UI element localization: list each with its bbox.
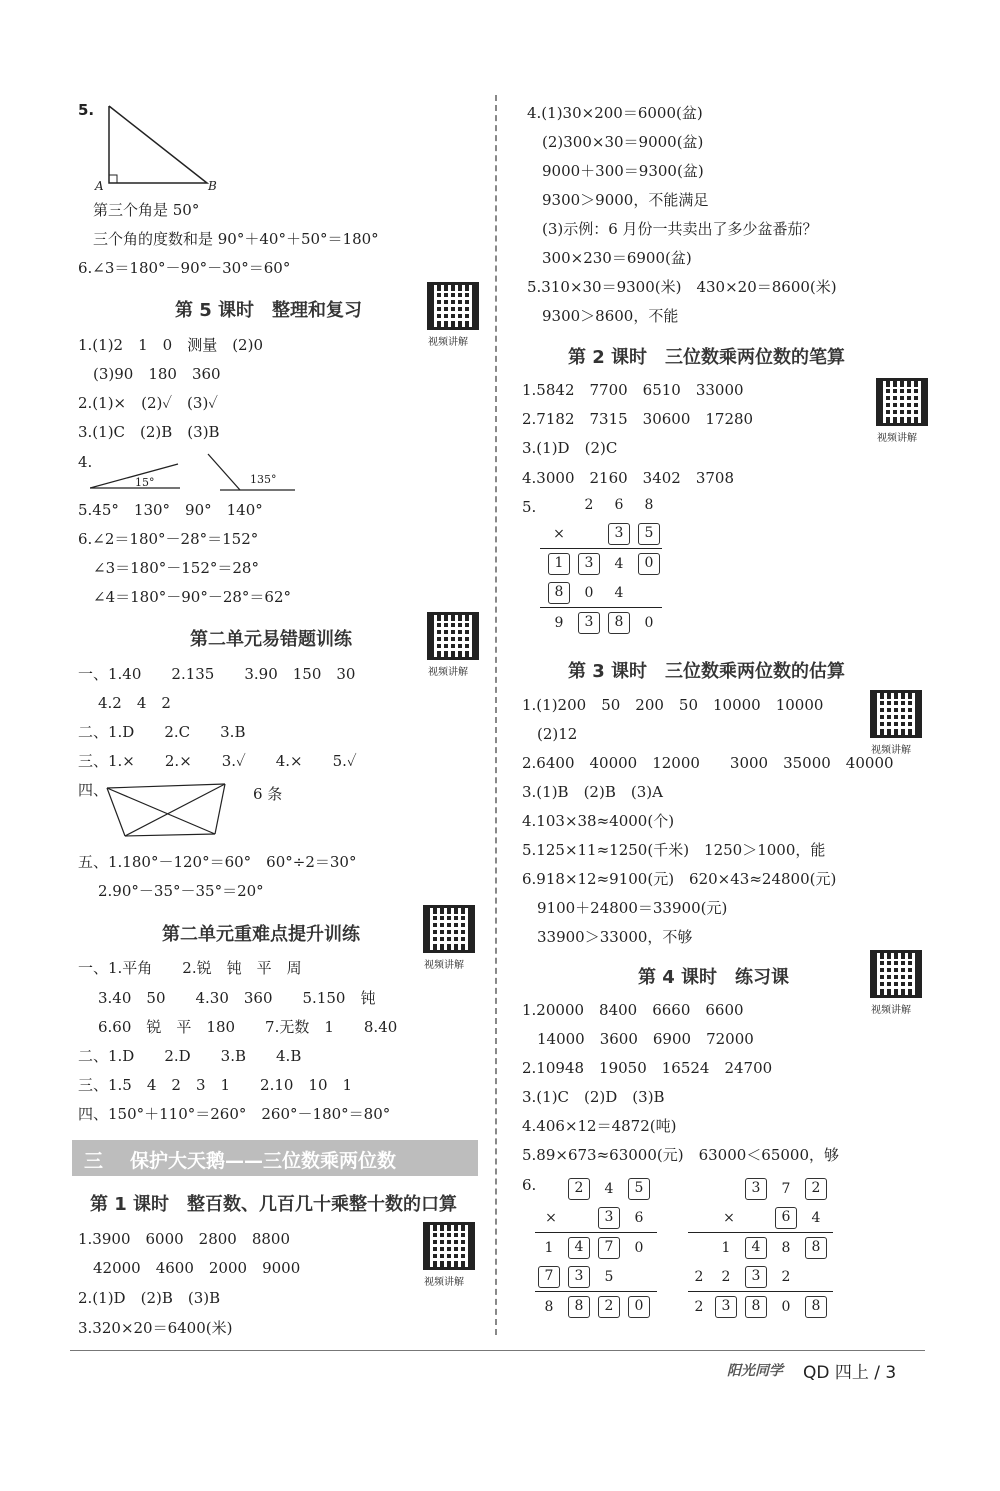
qr-label: 视频讲解 — [871, 745, 911, 756]
digit-box: 3 — [745, 1178, 767, 1200]
page-edition: QD 四上 / 3 — [803, 1363, 897, 1383]
digit-box: 2 — [568, 1178, 590, 1200]
section-title-errors: 第二单元易错题训练 — [190, 629, 352, 650]
lines-count: 6 条 — [253, 785, 283, 803]
rule-line — [688, 1291, 833, 1292]
qr-label: 视频讲解 — [424, 960, 464, 971]
rule-line — [535, 1232, 657, 1233]
digit: 1 — [721, 1240, 731, 1256]
s1-line: 5.45° 130° 90° 140° — [78, 501, 263, 519]
rule-line — [540, 548, 662, 549]
digit-box: 8 — [548, 582, 570, 604]
s6-line: 9100＋24800＝33900(元) — [537, 899, 728, 917]
digit: 6 — [614, 497, 624, 513]
s1-line: 6.∠2＝180°－28°＝152° — [78, 530, 259, 548]
s5-line: 2.7182 7315 30600 17280 — [522, 410, 754, 428]
r-line: (2)300×30＝9000(盆) — [542, 133, 704, 151]
digit: 4 — [614, 585, 624, 601]
digit-box: 8 — [568, 1296, 590, 1318]
s5-line: 5. — [522, 498, 537, 516]
s3-line: 二、1.D 2.D 3.B 4.B — [78, 1047, 302, 1065]
point-a-label: A — [95, 179, 104, 193]
r-line: 9300＞8600，不能 — [542, 307, 679, 325]
digit: 4 — [614, 556, 624, 572]
s7-line: 3.(1)C (2)D (3)B — [522, 1088, 665, 1106]
unit-number: 三 — [84, 1150, 104, 1172]
s1-line: 3.(1)C (2)B (3)B — [78, 423, 220, 441]
r-line: (3)示例：6 月份一共卖出了多少盆番茄？ — [542, 220, 818, 238]
digit-box: 3 — [578, 612, 600, 634]
angle-label: 15° — [135, 476, 155, 489]
digit-box: 8 — [805, 1296, 827, 1318]
s7-line: 4.406×12＝4872(吨) — [522, 1117, 677, 1135]
digit: 8 — [781, 1240, 791, 1256]
digit-box: 0 — [638, 553, 660, 575]
qr-label: 视频讲解 — [428, 337, 468, 348]
digit: 4 — [811, 1210, 821, 1226]
digit-box: 3 — [608, 523, 630, 545]
digit: 9 — [554, 615, 564, 631]
s7-line: 1.20000 8400 6660 6600 — [522, 1001, 744, 1019]
q5-number: 5. — [78, 101, 95, 119]
times-sign: × — [553, 526, 565, 542]
s2-line: 4.2 4 2 — [98, 694, 171, 712]
qr-code-icon[interactable] — [870, 690, 922, 738]
digit-box: 3 — [568, 1266, 590, 1288]
s3-line: 3.40 50 4.30 360 5.150 钝 — [98, 989, 376, 1007]
digit-box: 3 — [745, 1266, 767, 1288]
digit-box: 5 — [628, 1178, 650, 1200]
digit-box: 5 — [638, 523, 660, 545]
s1-line: 4. — [78, 453, 93, 471]
s7-line: 5.89×673≈63000(元) 63000＜65000，够 — [522, 1146, 840, 1164]
r-line: 4.(1)30×200＝6000(盆) — [527, 104, 703, 122]
point-b-label: B — [208, 179, 217, 193]
digit-box: 8 — [745, 1296, 767, 1318]
digit: 2 — [721, 1269, 731, 1285]
digit: 5 — [604, 1269, 614, 1285]
s5-line: 1.5842 7700 6510 33000 — [522, 381, 744, 399]
s3-line: 6.60 锐 平 180 7.无数 1 8.40 — [98, 1018, 398, 1036]
angle-label: 135° — [250, 473, 277, 486]
digit: 1 — [544, 1240, 554, 1256]
r-line: 9300＞9000，不能满足 — [542, 191, 709, 209]
s2-line: 五、1.180°－120°＝60° 60°÷2＝30° — [78, 853, 357, 871]
digit: 4 — [604, 1181, 614, 1197]
s6-line: 3.(1)B (2)B (3)A — [522, 783, 663, 801]
s4-line: 1.3900 6000 2800 8800 — [78, 1230, 291, 1248]
s2-line: 四、 — [78, 781, 109, 799]
qr-code-icon[interactable] — [427, 612, 479, 660]
rule-line — [535, 1291, 657, 1292]
right-triangle-figure — [95, 98, 225, 193]
s6-line: (2)12 — [537, 725, 578, 743]
s6-line: 2.6400 40000 12000 3000 35000 40000 — [522, 754, 894, 772]
s4-line: 42000 4600 2000 9000 — [93, 1259, 301, 1277]
digit-box: 6 — [775, 1207, 797, 1229]
qr-label: 视频讲解 — [428, 667, 468, 678]
unit-title: 保护大天鹅——三位数乘两位数 — [130, 1150, 397, 1172]
digit: 2 — [781, 1269, 791, 1285]
digit-box: 4 — [745, 1237, 767, 1259]
qr-code-icon[interactable] — [870, 950, 922, 998]
digit-box: 0 — [628, 1296, 650, 1318]
qr-label: 视频讲解 — [424, 1277, 464, 1288]
footer-rule — [70, 1350, 925, 1351]
s2-line: 一、1.40 2.135 3.90 150 30 — [78, 665, 356, 683]
rule-line — [688, 1232, 833, 1233]
rule-line — [540, 607, 662, 608]
digit-box: 1 — [548, 553, 570, 575]
s3-line: 三、1.5 4 2 3 1 2.10 10 1 — [78, 1076, 353, 1094]
digit-box: 8 — [608, 612, 630, 634]
lines-figure — [105, 780, 240, 842]
s3-line: 一、1.平角 2.锐 钝 平 周 — [78, 959, 302, 977]
s2-line: 二、1.D 2.C 3.B — [78, 723, 246, 741]
digit-box: 3 — [598, 1207, 620, 1229]
s7-line: 14000 3600 6900 72000 — [537, 1030, 754, 1048]
r-line: 5.310×30＝9300(米) 430×20＝8600(米) — [527, 278, 837, 296]
qr-code-icon[interactable] — [423, 1222, 475, 1270]
digit: 0 — [634, 1240, 644, 1256]
s1-line: 1.(1)2 1 0 测量 (2)0 — [78, 336, 263, 354]
digit-box: 7 — [538, 1266, 560, 1288]
s2-line: 2.90°－35°－35°＝20° — [98, 882, 264, 900]
s6-line: 4.103×38≈4000(个) — [522, 812, 675, 830]
section-title-lesson4: 第 4 课时 练习课 — [638, 967, 790, 988]
q6-line: 6.∠3＝180°－90°－30°＝60° — [78, 259, 291, 277]
section-title-advanced: 第二单元重难点提升训练 — [162, 924, 360, 945]
s6-line: 6.918×12≈9100(元) 620×43≈24800(元) — [522, 870, 837, 888]
s5-line: 4.3000 2160 3402 3708 — [522, 469, 735, 487]
digit: 0 — [644, 615, 654, 631]
q5-line1: 第三个角是 50° — [93, 201, 200, 219]
digit: 0 — [781, 1299, 791, 1315]
section-title-lesson5: 第 5 课时 整理和复习 — [175, 300, 363, 321]
s3-line: 四、150°＋110°＝260° 260°－180°＝80° — [78, 1105, 391, 1123]
digit: 6 — [634, 1210, 644, 1226]
digit: 2 — [694, 1269, 704, 1285]
brand-logo: 阳光同学 — [727, 1363, 783, 1379]
s1-line: ∠3＝180°－152°＝28° — [93, 559, 259, 577]
s6-line: 5.125×11≈1250(千米) 1250＞1000，能 — [522, 841, 826, 859]
q5-line2: 三个角的度数和是 90°＋40°＋50°＝180° — [93, 230, 379, 248]
s7-line: 6. — [522, 1176, 537, 1194]
digit-box: 3 — [578, 553, 600, 575]
qr-code-icon[interactable] — [427, 282, 479, 330]
r-line: 9000＋300＝9300(盆) — [542, 162, 704, 180]
times-sign: × — [545, 1210, 557, 1226]
digit: 7 — [781, 1181, 791, 1197]
qr-label: 视频讲解 — [871, 1005, 911, 1016]
s1-line: 2.(1)× (2)✓ (3)✓ — [78, 394, 218, 412]
s6-line: 1.(1)200 50 200 50 10000 10000 — [522, 696, 824, 714]
digit-box: 4 — [568, 1237, 590, 1259]
digit-box: 7 — [598, 1237, 620, 1259]
unit-banner — [72, 1140, 478, 1176]
digit: 8 — [644, 497, 654, 513]
s7-line: 2.10948 19050 16524 24700 — [522, 1059, 773, 1077]
section-title-lesson2: 第 2 课时 三位数乘两位数的笔算 — [568, 347, 846, 368]
times-sign: × — [723, 1210, 735, 1226]
digit-box: 8 — [805, 1237, 827, 1259]
digit: 2 — [584, 497, 594, 513]
s4-line: 2.(1)D (2)B (3)B — [78, 1289, 221, 1307]
s2-line: 三、1.× 2.× 3.✓ 4.× 5.✓ — [78, 752, 357, 770]
s4-line: 3.320×20＝6400(米) — [78, 1319, 233, 1337]
qr-code-icon[interactable] — [423, 905, 475, 953]
section-title-lesson3: 第 3 课时 三位数乘两位数的估算 — [568, 661, 846, 682]
section-title-lesson1: 第 1 课时 整百数、几百几十乘整十数的口算 — [90, 1194, 458, 1215]
r-line: 300×230＝6900(盆) — [542, 249, 692, 267]
qr-code-icon[interactable] — [876, 378, 928, 426]
digit-box: 2 — [598, 1296, 620, 1318]
digit: 8 — [544, 1299, 554, 1315]
s5-line: 3.(1)D (2)C — [522, 439, 618, 457]
s1-line: ∠4＝180°－90°－28°＝62° — [93, 588, 292, 606]
digit-box: 3 — [715, 1296, 737, 1318]
column-divider — [495, 95, 497, 1335]
digit: 0 — [584, 585, 594, 601]
digit: 2 — [694, 1299, 704, 1315]
qr-label: 视频讲解 — [877, 433, 917, 444]
s1-line: (3)90 180 360 — [93, 365, 221, 383]
s6-line: 33900＞33000，不够 — [537, 928, 693, 946]
digit-box: 2 — [805, 1178, 827, 1200]
